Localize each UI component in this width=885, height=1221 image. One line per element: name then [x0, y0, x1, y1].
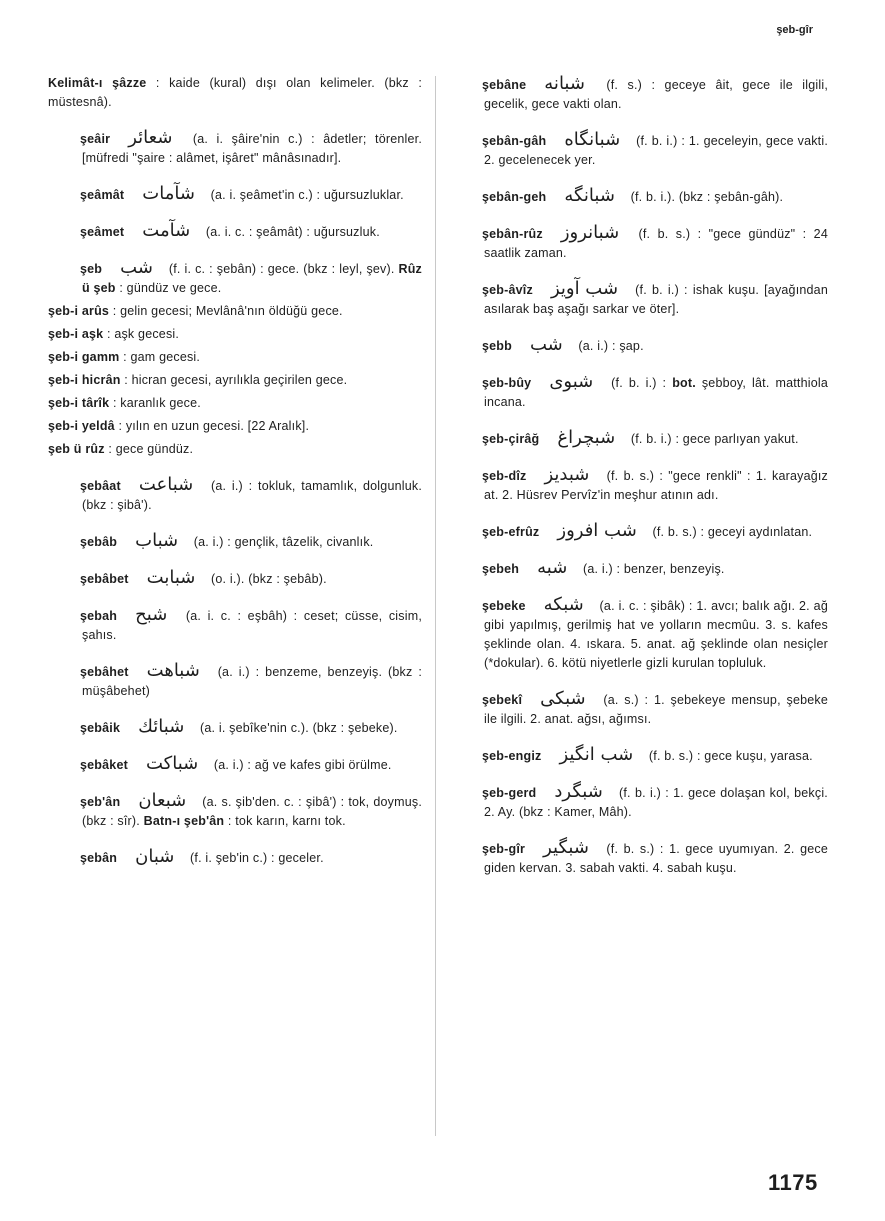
- entry-arabic-script: شب انگيز: [559, 744, 634, 765]
- dictionary-entry: [450, 782, 828, 822]
- dictionary-entry: [450, 428, 828, 449]
- entry-definition: : aşk gecesi.: [103, 327, 180, 341]
- dictionary-entry: [48, 371, 422, 390]
- entry-headword: şebâhet: [80, 665, 129, 679]
- dictionary-entry: [48, 475, 422, 515]
- entry-headword: Kelimât-ı şâzze: [48, 76, 147, 90]
- entry-headword: şebân-rûz: [482, 227, 543, 241]
- dictionary-entry: [48, 531, 422, 552]
- entry-arabic-script: شبعان: [138, 790, 187, 811]
- entry-definition: (a. i. c. : şibâk) : 1. avcı; balık ağı. 2. ağ gibi yapılmış, gerilmiş hat ve yolların mecmûu. 3. s. kafes şeklinde olan. 4. ıskara. 5. anat. ağ şeklinde olan nesiçler (*dokular). 6. kötü niyetlerle gizli kurulan topluluk.: [484, 599, 828, 670]
- entry-definition: (a. i.) : tokluk, tamamlık, dolgunluk. (bkz : şibâ').: [82, 479, 422, 512]
- entry-arabic-script: شبانگه: [564, 185, 615, 206]
- entry-definition: (f. b. i.) : gece parlıyan yakut.: [627, 432, 799, 446]
- entry-definition: (a. i.) : gençlik, tâzelik, civanlık.: [190, 535, 374, 549]
- entry-headword: şebâb: [80, 535, 118, 549]
- entry-definition: (a. s.) : 1. şebekeye mensup, şebeke ile ilgili. 2. anat. ağsı, ağımsı.: [484, 693, 828, 726]
- entry-definition: (f. b. i.) : ishak kuşu. [ayağından asılarak baş aşağı sarkar ve öter].: [484, 283, 828, 316]
- entry-headword: şebân-geh: [482, 190, 547, 204]
- dictionary-entry: [48, 302, 422, 321]
- entry-headword: şebekî: [482, 693, 523, 707]
- dictionary-entry: [48, 717, 422, 738]
- entry-definition: (a. i. c. : eşbâh) : ceset; cüsse, cisim, şahıs.: [82, 609, 422, 642]
- entry-definition: (f. b. i.) : 1. gece dolaşan kol, bekçi. 2. Ay. (bkz : Kamer, Mâh).: [484, 786, 828, 819]
- dictionary-entry: [48, 791, 422, 831]
- entry-definition: : karanlık gece.: [109, 396, 201, 410]
- entry-bold-term: bot.: [672, 376, 696, 390]
- dictionary-entry: [450, 74, 828, 114]
- entry-arabic-script: شبگرد: [554, 781, 603, 802]
- entry-arabic-script: شبان: [135, 846, 175, 867]
- entry-definition: (f. b. s.) : gece kuşu, yarasa.: [645, 749, 813, 763]
- entry-arabic-script: شب: [529, 334, 563, 355]
- dictionary-entry: [48, 754, 422, 775]
- entry-definition: (a. i.) : benzeme, benzeyiş. (bkz : müşâbehet): [82, 665, 422, 698]
- dictionary-entry: [48, 568, 422, 589]
- dictionary-entry: [48, 325, 422, 344]
- entry-headword: şebb: [482, 339, 512, 353]
- dictionary-entry: [48, 847, 422, 868]
- entry-headword: şeb-i târîk: [48, 396, 110, 410]
- entry-definition: (f. b. s.) : geceyi aydınlatan.: [648, 525, 813, 539]
- entry-arabic-script: شبابت: [146, 567, 196, 588]
- dictionary-entry: [450, 465, 828, 505]
- entry-headword: şebah: [80, 609, 118, 623]
- entry-arabic-script: شباهت: [146, 660, 200, 681]
- entry-arabic-script: شباب: [135, 530, 179, 551]
- entry-definition: : kaide (kural) dışı olan kelimeler. (bkz : müstesnâ).: [48, 76, 422, 109]
- entry-definition: (f. b. s.) : 1. gece uyumıyan. 2. gece giden kervan. 3. sabah vakti. 4. sabah kuşu.: [484, 842, 828, 875]
- dictionary-entry: [450, 223, 828, 263]
- entry-arabic-script: شباكت: [145, 753, 199, 774]
- entry-arabic-script: شبانه: [544, 73, 585, 94]
- dictionary-entry: [450, 595, 828, 673]
- entry-definition-cont: : gündüz ve gece.: [115, 281, 222, 295]
- entry-arabic-script: شبكى: [540, 688, 586, 709]
- entry-definition: (f. b. s.) : "gece gündüz" : 24 saatlik zaman.: [484, 227, 828, 260]
- entry-definition: (a. s. şib'den. c. : şibâ') : tok, doymuş. (bkz : sîr).: [82, 795, 422, 828]
- entry-definition-cont: : tok karın, karnı tok.: [224, 814, 346, 828]
- dictionary-entry: [450, 186, 828, 207]
- entry-headword: şeb-efrûz: [482, 525, 540, 539]
- entry-definition: (a. i. şebîke'nin c.). (bkz : şebeke).: [196, 721, 398, 735]
- dictionary-entry: [48, 440, 422, 459]
- dictionary-entry: [450, 745, 828, 766]
- dictionary-entry: [48, 417, 422, 436]
- dictionary-entry: [450, 335, 828, 356]
- entry-definition: (a. i. c. : şeâmât) : uğursuzluk.: [202, 225, 380, 239]
- entry-arabic-script: شبوى: [549, 371, 594, 392]
- entry-definition: (f. b. i.) :: [605, 376, 673, 390]
- entry-definition: (a. i.) : ağ ve kafes gibi örülme.: [210, 758, 392, 772]
- entry-arabic-script: شبچراغ: [557, 427, 616, 448]
- dictionary-entry: [450, 372, 828, 412]
- entry-headword: şebeke: [482, 599, 526, 613]
- entry-headword: şebâket: [80, 758, 128, 772]
- entry-arabic-script: شب افروز: [557, 520, 637, 541]
- dictionary-entry: [450, 558, 828, 579]
- dictionary-entry: [48, 394, 422, 413]
- entry-headword: şeb-çirâğ: [482, 432, 540, 446]
- entry-headword: şeâmet: [80, 225, 125, 239]
- entry-definition: (f. b. i.) : 1. geceleyin, gece vakti. 2. gecelenecek yer.: [484, 134, 828, 167]
- entry-headword: şeb-dîz: [482, 469, 527, 483]
- entry-definition: : gam gecesi.: [119, 350, 201, 364]
- dictionary-entry: [48, 128, 422, 168]
- entry-definition: (f. b. i.). (bkz : şebân-gâh).: [626, 190, 784, 204]
- entry-arabic-script: شبائك: [138, 716, 185, 737]
- running-header: şeb-gîr: [776, 24, 813, 36]
- entry-headword: şeb-gîr: [482, 842, 526, 856]
- dictionary-entry: [450, 521, 828, 542]
- entry-definition: (o. i.). (bkz : şebâb).: [207, 572, 327, 586]
- dictionary-entry: [450, 838, 828, 878]
- entry-headword: şeb-i gamm: [48, 350, 120, 364]
- entry-arabic-script: شبانگاه: [564, 129, 621, 150]
- entry-bold-term: Batn-ı şeb'ân: [143, 814, 225, 828]
- entry-arabic-script: شبگير: [543, 837, 589, 858]
- entry-definition: (a. i.) : şap.: [574, 339, 644, 353]
- entry-headword: şeb-bûy: [482, 376, 532, 390]
- column-divider: [435, 76, 436, 1136]
- entry-headword: şeb ü rûz: [48, 442, 105, 456]
- entry-definition: : gelin gecesi; Mevlânâ'nın öldüğü gece.: [109, 304, 343, 318]
- entry-definition: (f. s.) : geceye âit, gece ile ilgili, gecelik, gece vakti olan.: [484, 78, 828, 111]
- entry-arabic-script: شعائر: [128, 127, 173, 148]
- left-column: [48, 74, 422, 884]
- entry-headword: şeb-i arûs: [48, 304, 110, 318]
- entry-arabic-script: شبكه: [543, 594, 584, 615]
- entry-definition: (f. i. şeb'in c.) : geceler.: [186, 851, 324, 865]
- entry-arabic-script: شآمات: [142, 183, 195, 204]
- entry-arabic-script: شبه: [537, 557, 568, 578]
- dictionary-entry: [48, 258, 422, 298]
- dictionary-entry: [48, 184, 422, 205]
- dictionary-entry: [450, 689, 828, 729]
- dictionary-entry: [48, 348, 422, 367]
- entry-definition: (a. i. şeâmet'in c.) : uğursuzluklar.: [206, 188, 404, 202]
- entry-headword: şebâat: [80, 479, 121, 493]
- entry-definition: (f. b. s.) : "gece renkli" : 1. karayağız at. 2. Hüsrev Pervîz'in meşhur atının adı.: [484, 469, 828, 502]
- entry-headword: şebâne: [482, 78, 527, 92]
- entry-headword: şeâmât: [80, 188, 125, 202]
- entry-arabic-script: شبانروز: [560, 222, 620, 243]
- entry-headword: şeb-engiz: [482, 749, 542, 763]
- dictionary-entry: [450, 130, 828, 170]
- entry-definition: (a. i.) : benzer, benzeyiş.: [579, 562, 725, 576]
- dictionary-entry: [48, 221, 422, 242]
- entry-headword: şeb-i hicrân: [48, 373, 121, 387]
- entry-definition-cont: şebboy, lât. matthiola incana.: [484, 376, 828, 409]
- entry-headword: şebâbet: [80, 572, 129, 586]
- dictionary-entry: [450, 279, 828, 319]
- entry-definition: : hicran gecesi, ayrılıkla geçirilen gece.: [120, 373, 348, 387]
- entry-definition: : yılın en uzun gecesi. [22 Aralık].: [114, 419, 310, 433]
- entry-arabic-script: شب آويز: [550, 278, 619, 299]
- entry-definition: (f. i. c. : şebân) : gece. (bkz : leyl, şev).: [164, 262, 399, 276]
- entry-headword: şebân-gâh: [482, 134, 547, 148]
- dictionary-entry: [48, 74, 422, 112]
- entry-definition: : gece gündüz.: [104, 442, 194, 456]
- entry-headword: şeb-i yeldâ: [48, 419, 115, 433]
- entry-headword: şeb-i aşk: [48, 327, 104, 341]
- entry-bold-term: Rûz ü şeb: [82, 262, 422, 295]
- right-column: [450, 74, 828, 894]
- entry-headword: şeb-gerd: [482, 786, 537, 800]
- entry-arabic-script: شآمت: [142, 220, 191, 241]
- entry-arabic-script: شبح: [135, 604, 168, 625]
- entry-headword: şebân: [80, 851, 118, 865]
- dictionary-entry: [48, 661, 422, 701]
- entry-arabic-script: شبديز: [544, 464, 590, 485]
- entry-headword: şeâir: [80, 132, 111, 146]
- entry-headword: şeb: [80, 262, 103, 276]
- entry-headword: şebâik: [80, 721, 121, 735]
- entry-arabic-script: شباعت: [138, 474, 194, 495]
- entry-headword: şebeh: [482, 562, 520, 576]
- entry-definition: (a. i. şâire'nin c.) : âdetler; törenler. [müfredi "şaire : alâmet, işâret" mânâsınadır].: [82, 132, 422, 165]
- entry-headword: şeb'ân: [80, 795, 121, 809]
- entry-arabic-script: شب: [120, 257, 153, 278]
- dictionary-entry: [48, 605, 422, 645]
- page-number: 1175: [768, 1170, 818, 1195]
- entry-headword: şeb-âvîz: [482, 283, 533, 297]
